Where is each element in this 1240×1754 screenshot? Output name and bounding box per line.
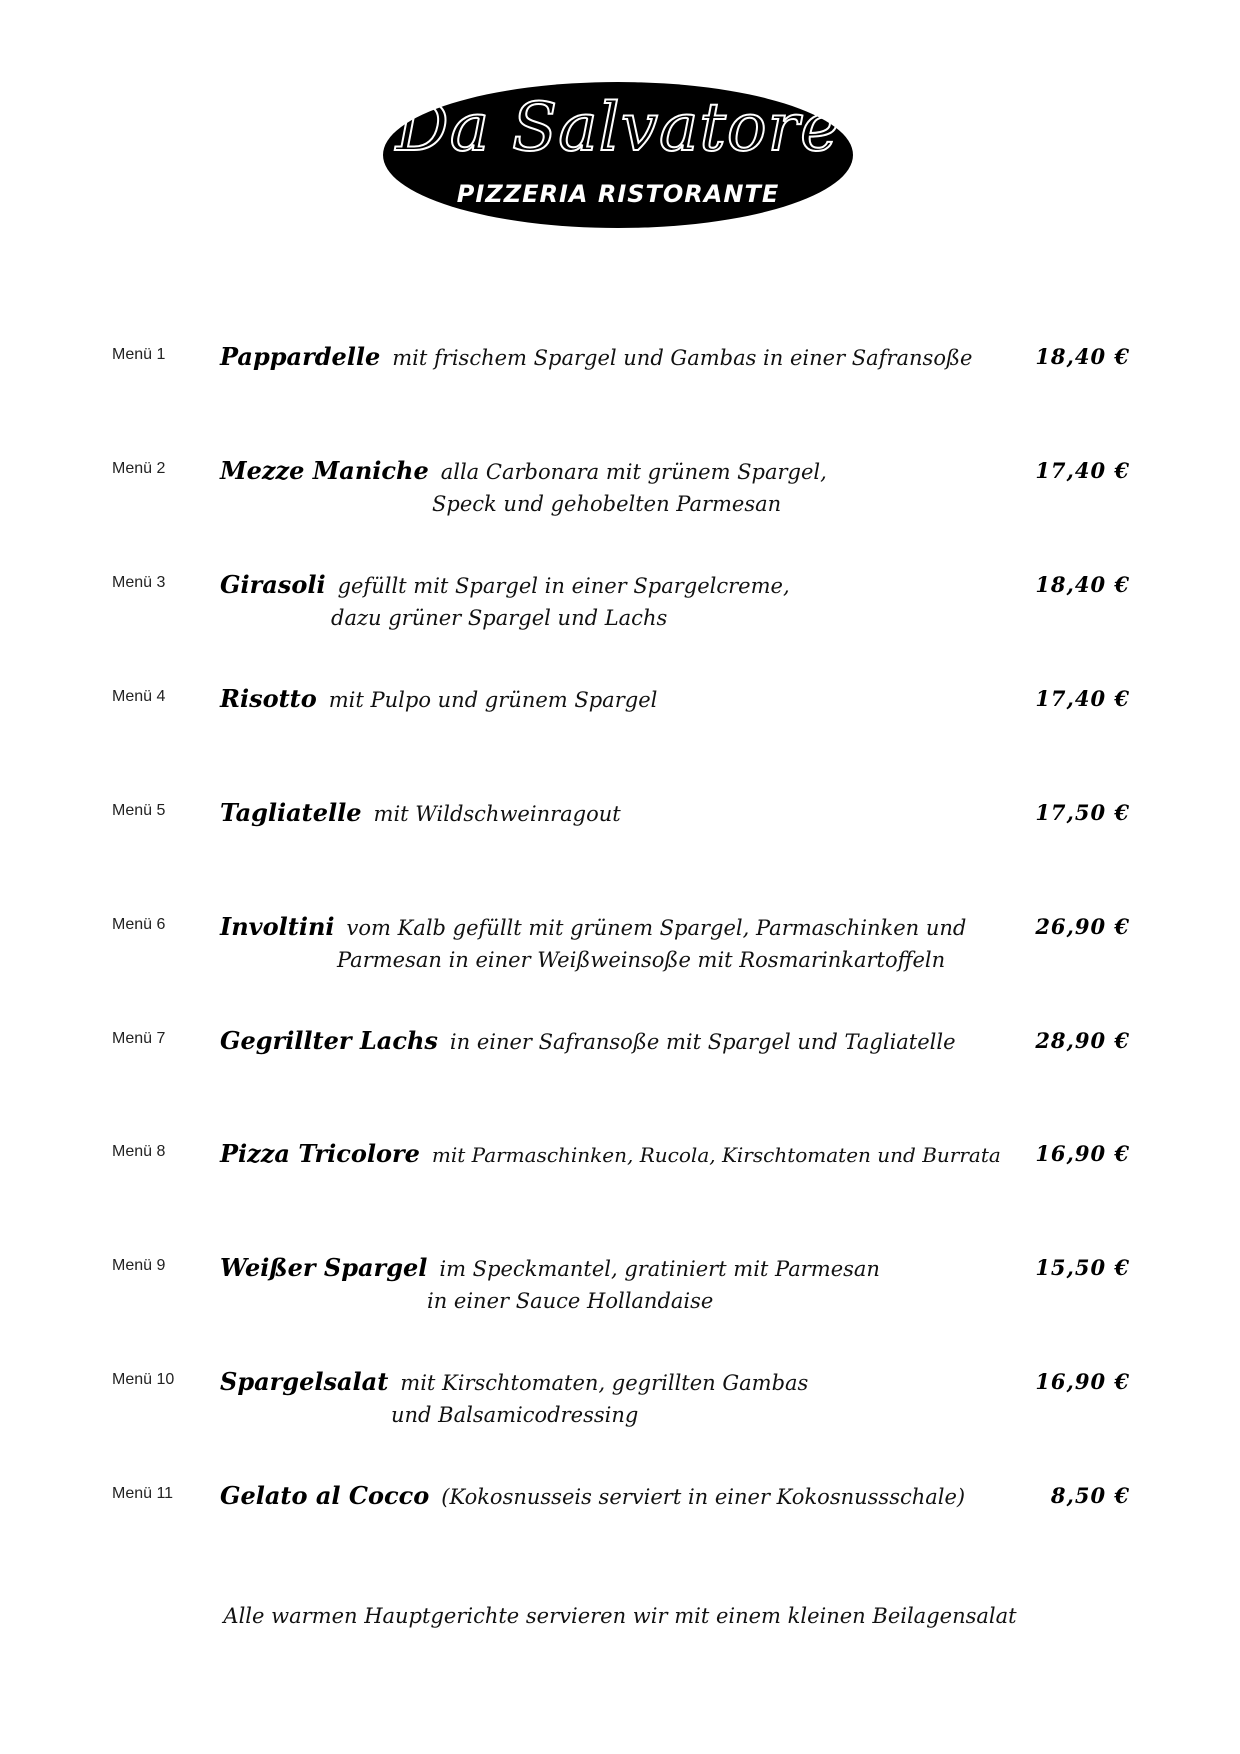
dish-price: 17,40 € — [1035, 458, 1130, 483]
dish-description: mit Kirschtomaten, gegrillten Gambas — [400, 1371, 809, 1395]
dish-price: 28,90 € — [1035, 1028, 1130, 1053]
dish-price: 16,90 € — [1035, 1141, 1130, 1166]
dish-description-cont: Speck und gehobelten Parmesan — [432, 492, 782, 516]
menu-number: Menü 4 — [112, 688, 166, 705]
dish-description: mit Pulpo und grünem Spargel — [328, 688, 658, 712]
dish-name: Spargelsalat — [220, 1367, 389, 1396]
dish-name: Girasoli — [220, 570, 326, 599]
menu-number: Menü 3 — [112, 574, 166, 591]
dish-name: Pizza Tricolore — [220, 1139, 420, 1168]
dish-description: gefüllt mit Spargel in einer Spargelcreme, — [337, 574, 790, 598]
dish-price: 26,90 € — [1035, 914, 1130, 939]
dish-description: alla Carbonara mit grünem Spargel, — [440, 460, 827, 484]
dish-description: im Speckmantel, gratiniert mit Parmesan — [439, 1257, 880, 1281]
dish-name: Gegrillter Lachs — [220, 1026, 438, 1055]
dish-price: 18,40 € — [1035, 344, 1130, 369]
dish-price: 18,40 € — [1035, 572, 1130, 597]
dish-price: 8,50 € — [1050, 1483, 1130, 1508]
dish-description-cont: in einer Sauce Hollandaise — [427, 1289, 714, 1313]
restaurant-logo — [383, 82, 853, 228]
menu-number: Menü 8 — [112, 1143, 166, 1160]
dish-description-cont: und Balsamicodressing — [391, 1403, 639, 1427]
menu-number: Menü 7 — [112, 1030, 166, 1047]
dish-price: 15,50 € — [1035, 1255, 1130, 1280]
menu-number: Menü 9 — [112, 1257, 166, 1274]
dish-description: mit Parmaschinken, Rucola, Kirschtomaten und Burrata — [431, 1143, 1001, 1167]
menu-number: Menü 10 — [112, 1371, 175, 1388]
menu-number: Menü 6 — [112, 916, 166, 933]
dish-price: 16,90 € — [1035, 1369, 1130, 1394]
dish-name: Mezze Maniche — [220, 456, 429, 485]
dish-name: Involtini — [220, 912, 335, 941]
dish-price: 17,50 € — [1035, 800, 1130, 825]
dish-name: Weißer Spargel — [220, 1253, 428, 1282]
dish-description: mit frischem Spargel und Gambas in einer Safransoße — [392, 346, 973, 370]
dish-description-cont: Parmesan in einer Weißweinsoße mit Rosmarinkartoffeln — [337, 948, 946, 972]
logo-subtitle: PIZZERIA RISTORANTE — [456, 180, 780, 208]
menu-number: Menü 5 — [112, 802, 166, 819]
dish-description: mit Wildschweinragout — [373, 802, 621, 826]
menu-number: Menü 1 — [112, 346, 166, 363]
dish-price: 17,40 € — [1035, 686, 1130, 711]
dish-name: Gelato al Cocco — [220, 1481, 430, 1510]
dish-description: in einer Safransoße mit Spargel und Tagliatelle — [449, 1030, 956, 1054]
dish-name: Tagliatelle — [220, 798, 362, 827]
menu-number: Menü 11 — [112, 1485, 174, 1502]
menu-number: Menü 2 — [112, 460, 166, 477]
dish-name: Risotto — [220, 684, 317, 713]
dish-description: vom Kalb gefüllt mit grünem Spargel, Parmaschinken und — [346, 916, 967, 940]
dish-description: (Kokosnusseis serviert in einer Kokosnussschale) — [441, 1485, 966, 1509]
logo-title: Da Salvatore — [395, 89, 841, 166]
dish-description-cont: dazu grüner Spargel und Lachs — [331, 606, 668, 630]
dish-name: Pappardelle — [220, 342, 381, 371]
footer-note: Alle warmen Hauptgerichte servieren wir mit einem kleinen Beilagensalat — [223, 1604, 1017, 1628]
